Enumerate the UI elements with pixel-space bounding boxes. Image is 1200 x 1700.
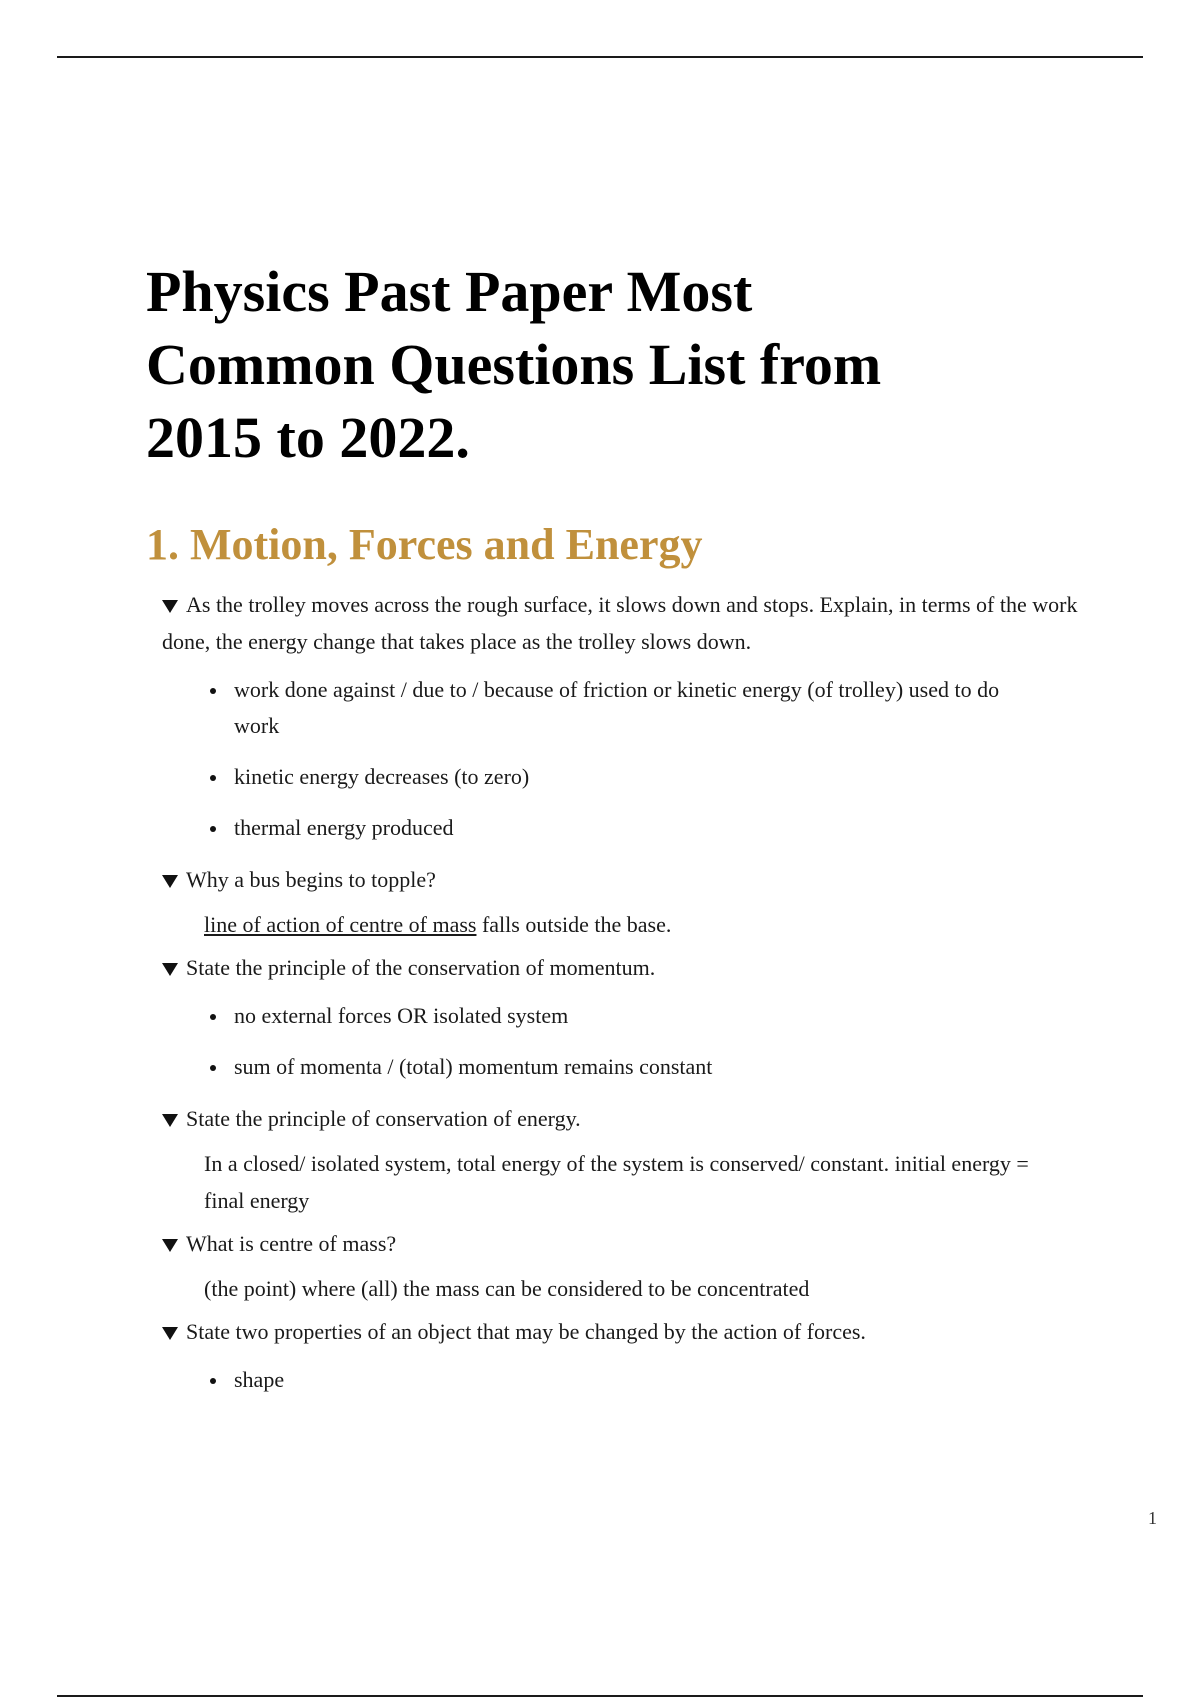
list-item: work done against / due to / because of friction or kinetic energy (of trolley) used to do work: [206, 672, 1024, 744]
answer-bullets: [162, 998, 1086, 1085]
question-text: State the principle of conservation of energy.: [186, 1106, 581, 1131]
list-item: sum of momenta / (total) momentum remains constant: [206, 1049, 1024, 1085]
page-number: 1: [1148, 1508, 1157, 1528]
triangle-down-icon[interactable]: [162, 1114, 178, 1127]
question-text: State two properties of an object that may be changed by the action of forces.: [186, 1319, 866, 1344]
top-rule: [57, 56, 1143, 58]
answer-bullets: [162, 672, 1086, 846]
list-item: no external forces OR isolated system: [206, 998, 1024, 1034]
triangle-down-icon[interactable]: [162, 1327, 178, 1340]
question-header[interactable]: [162, 586, 1086, 660]
question-toggle[interactable]: [146, 949, 1086, 1085]
question-text: State the principle of the conservation of momentum.: [186, 955, 656, 980]
answer-text: [204, 906, 1044, 943]
answer-text: In a closed/ isolated system, total energy of the system is conserved/ constant. initial energy = final energy: [204, 1151, 1029, 1213]
list-item: kinetic energy decreases (to zero): [206, 759, 1024, 795]
answer-bullets: [162, 1362, 1086, 1398]
question-header[interactable]: [162, 1100, 1086, 1137]
question-text: As the trolley moves across the rough surface, it slows down and stops. Explain, in terms of the work done, the energy change that takes place as the trolley slows down.: [162, 592, 1078, 654]
section-heading: 1. Motion, Forces and Energy: [146, 520, 703, 569]
question-header[interactable]: [162, 1225, 1086, 1262]
triangle-down-icon[interactable]: [162, 1239, 178, 1252]
question-toggle[interactable]: [146, 861, 1086, 943]
triangle-down-icon[interactable]: [162, 875, 178, 888]
question-header[interactable]: [162, 949, 1086, 986]
answer-text: (the point) where (all) the mass can be considered to be concentrated: [204, 1276, 810, 1301]
question-list: [146, 586, 1086, 1398]
page-content: [146, 255, 1086, 1413]
question-toggle[interactable]: [146, 1313, 1086, 1398]
triangle-down-icon[interactable]: [162, 600, 178, 613]
question-header[interactable]: [162, 861, 1086, 898]
question-toggle[interactable]: [146, 1100, 1086, 1219]
underlined-answer: line of action of centre of mass: [204, 912, 477, 937]
question-text: What is centre of mass?: [186, 1231, 397, 1256]
answer-rest: falls outside the base.: [476, 912, 672, 937]
question-toggle[interactable]: [146, 586, 1086, 846]
question-text: Why a bus begins to topple?: [186, 867, 436, 892]
bottom-rule: [57, 1695, 1143, 1697]
document-title: Physics Past Paper Most Common Questions List from 2015 to 2022.: [146, 259, 882, 470]
list-item: thermal energy produced: [206, 810, 1024, 846]
list-item: shape: [206, 1362, 1024, 1398]
question-toggle[interactable]: [146, 1225, 1086, 1307]
question-header[interactable]: [162, 1313, 1086, 1350]
triangle-down-icon[interactable]: [162, 963, 178, 976]
